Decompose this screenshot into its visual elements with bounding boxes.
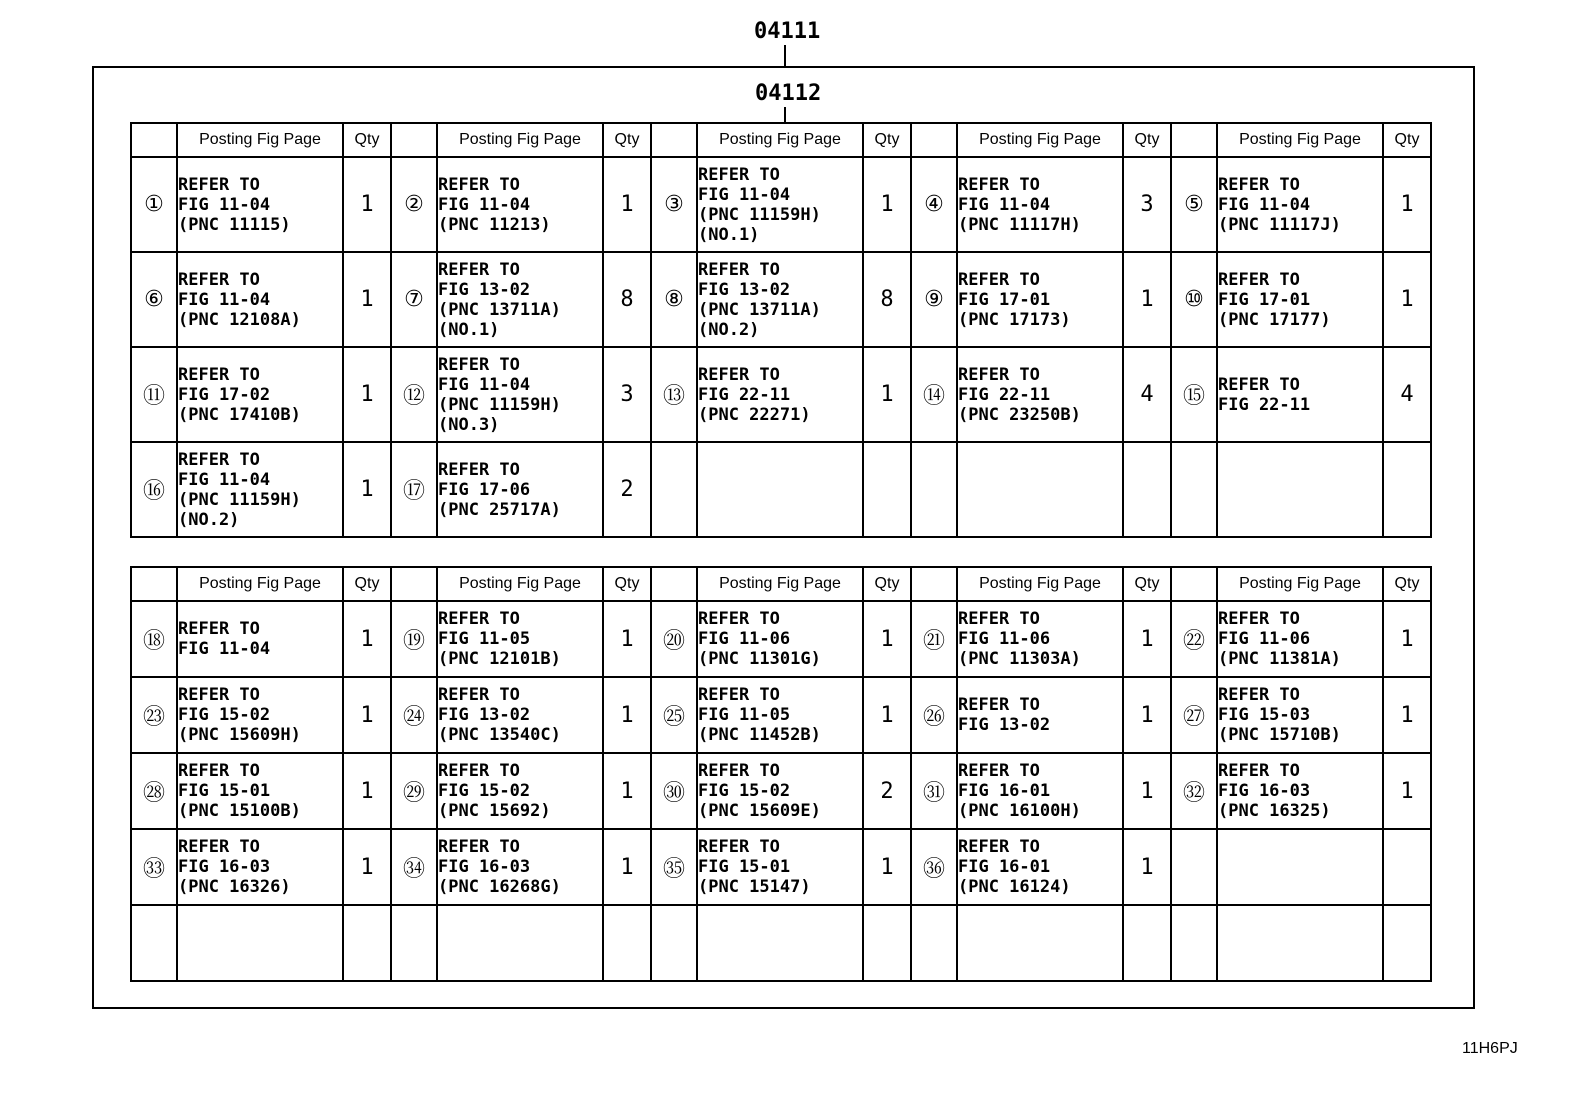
reference-line: FIG 17-01 [958, 289, 1051, 310]
header-qty: Qty [1123, 567, 1171, 601]
reference-line: (NO.3) [438, 414, 500, 435]
table-header-row [131, 567, 1431, 601]
quantity: 2 [603, 442, 651, 537]
quantity: 1 [343, 252, 391, 347]
callout-number: ⑲ [391, 601, 437, 677]
callout-number [1171, 829, 1217, 905]
reference-line: REFER TO [178, 619, 260, 639]
reference-line: REFER TO [698, 761, 780, 781]
reference-line: FIG 11-06 [958, 629, 1051, 649]
reference-line: REFER TO [438, 609, 520, 629]
reference-line: FIG 11-04 [438, 374, 531, 395]
quantity: 1 [1383, 252, 1431, 347]
reference-line: (PNC 11213) [438, 214, 551, 235]
posting-fig-reference [437, 157, 603, 252]
reference-table-lower [130, 566, 1432, 982]
quantity: 1 [603, 677, 651, 753]
reference-line: FIG 17-06 [438, 479, 531, 500]
callout-number: ⑤ [1171, 157, 1217, 252]
reference-line: REFER TO [178, 364, 260, 385]
reference-line: FIG 13-02 [438, 279, 531, 300]
reference-line: (PNC 17410B) [178, 404, 301, 425]
reference-line: REFER TO [438, 761, 520, 781]
reference-line: FIG 11-04 [178, 469, 271, 490]
reference-line: FIG 11-04 [958, 194, 1051, 215]
callout-number: ㉖ [911, 677, 957, 753]
reference-line: REFER TO [958, 174, 1040, 195]
quantity [1383, 442, 1431, 537]
callout-number [1171, 905, 1217, 981]
reference-line: FIG 16-01 [958, 857, 1051, 877]
reference-line: FIG 22-11 [1218, 394, 1311, 415]
reference-line: (PNC 15609E) [698, 801, 821, 821]
callout-number [131, 905, 177, 981]
header-number-cell [131, 567, 177, 601]
quantity: 3 [603, 347, 651, 442]
reference-line: (PNC 15710B) [1218, 725, 1341, 745]
reference-line: (PNC 11159H) [698, 204, 821, 225]
reference-line: FIG 16-03 [1218, 781, 1311, 801]
posting-fig-reference [1217, 347, 1383, 442]
reference-line: REFER TO [698, 259, 780, 280]
quantity: 1 [1123, 601, 1171, 677]
reference-line: (PNC 11452B) [698, 725, 821, 745]
reference-line: FIG 11-04 [178, 194, 271, 215]
quantity: 1 [863, 601, 911, 677]
reference-line: FIG 16-01 [958, 781, 1051, 801]
reference-line: REFER TO [1218, 685, 1300, 705]
posting-fig-reference [177, 829, 343, 905]
assembly-leader-line [784, 45, 786, 66]
posting-fig-reference [437, 677, 603, 753]
reference-line: REFER TO [1218, 761, 1300, 781]
callout-number: ⑥ [131, 252, 177, 347]
reference-line: FIG 13-02 [438, 705, 531, 725]
reference-line: (PNC 11303A) [958, 649, 1081, 669]
reference-line: FIG 15-02 [438, 781, 531, 801]
quantity: 1 [1123, 829, 1171, 905]
quantity [863, 442, 911, 537]
header-number-cell [391, 123, 437, 157]
posting-fig-reference [957, 601, 1123, 677]
header-qty: Qty [343, 567, 391, 601]
posting-fig-reference [697, 905, 863, 981]
reference-line: REFER TO [698, 609, 780, 629]
callout-number: ⑯ [131, 442, 177, 537]
reference-line: (PNC 23250B) [958, 404, 1081, 425]
reference-line: FIG 17-01 [1218, 289, 1311, 310]
reference-line: REFER TO [698, 837, 780, 857]
posting-fig-reference [177, 252, 343, 347]
posting-fig-reference [697, 753, 863, 829]
reference-line: (NO.1) [698, 224, 760, 245]
callout-number: ㉝ [131, 829, 177, 905]
callout-number: ㉑ [911, 601, 957, 677]
posting-fig-reference [957, 753, 1123, 829]
header-qty: Qty [863, 567, 911, 601]
quantity [603, 905, 651, 981]
reference-line: REFER TO [438, 459, 520, 480]
callout-number: ⑳ [651, 601, 697, 677]
posting-fig-reference [177, 157, 343, 252]
posting-fig-reference [437, 829, 603, 905]
reference-line: FIG 11-05 [438, 629, 531, 649]
footer-code: 11H6PJ [1462, 1040, 1518, 1057]
reference-line: REFER TO [958, 761, 1040, 781]
header-number-cell [651, 123, 697, 157]
callout-number: ⑦ [391, 252, 437, 347]
reference-line: (NO.2) [698, 319, 760, 340]
reference-line: FIG 11-04 [178, 289, 271, 310]
reference-line: REFER TO [178, 761, 260, 781]
callout-number: ⑬ [651, 347, 697, 442]
quantity [1383, 829, 1431, 905]
reference-line: REFER TO [438, 685, 520, 705]
reference-line: (PNC 13540C) [438, 725, 561, 745]
header-qty: Qty [1383, 567, 1431, 601]
reference-line: (NO.2) [178, 509, 240, 530]
reference-line: FIG 15-02 [698, 781, 791, 801]
quantity: 1 [603, 753, 651, 829]
quantity: 1 [863, 347, 911, 442]
quantity: 1 [1123, 677, 1171, 753]
posting-fig-reference [1217, 442, 1383, 537]
reference-line: REFER TO [178, 837, 260, 857]
posting-fig-reference [957, 252, 1123, 347]
callout-number [911, 905, 957, 981]
callout-number [1171, 442, 1217, 537]
header-posting-fig-page: Posting Fig Page [177, 123, 343, 157]
reference-line: FIG 15-01 [178, 781, 271, 801]
posting-fig-reference [177, 601, 343, 677]
reference-line: REFER TO [958, 609, 1040, 629]
reference-line: REFER TO [958, 269, 1040, 290]
callout-number: ⑩ [1171, 252, 1217, 347]
reference-line: (PNC 15692) [438, 801, 551, 821]
callout-number: ㉟ [651, 829, 697, 905]
posting-fig-reference [1217, 252, 1383, 347]
reference-line: FIG 22-11 [958, 384, 1051, 405]
header-posting-fig-page: Posting Fig Page [697, 123, 863, 157]
reference-line: (NO.1) [438, 319, 500, 340]
header-qty: Qty [603, 567, 651, 601]
header-number-cell [911, 567, 957, 601]
reference-line: REFER TO [178, 685, 260, 705]
reference-line: REFER TO [438, 837, 520, 857]
reference-line: (PNC 16100H) [958, 801, 1081, 821]
posting-fig-reference [437, 753, 603, 829]
posting-fig-reference [177, 753, 343, 829]
quantity: 2 [863, 753, 911, 829]
reference-line: REFER TO [958, 364, 1040, 385]
reference-line: FIG 15-02 [178, 705, 271, 725]
header-posting-fig-page: Posting Fig Page [177, 567, 343, 601]
reference-line: REFER TO [1218, 269, 1300, 290]
reference-line: REFER TO [1218, 609, 1300, 629]
reference-line: FIG 11-06 [1218, 629, 1311, 649]
callout-number: ⑨ [911, 252, 957, 347]
quantity: 1 [1123, 753, 1171, 829]
assembly-code: 04111 [754, 19, 821, 44]
quantity: 1 [343, 753, 391, 829]
reference-line: REFER TO [1218, 174, 1300, 195]
callout-number: ㉓ [131, 677, 177, 753]
posting-fig-reference [957, 829, 1123, 905]
table-header-row [131, 123, 1431, 157]
reference-line: REFER TO [698, 164, 780, 185]
callout-number [391, 905, 437, 981]
header-qty: Qty [343, 123, 391, 157]
posting-fig-reference [1217, 905, 1383, 981]
posting-fig-reference [697, 252, 863, 347]
reference-line: (PNC 13711A) [698, 299, 821, 320]
reference-line: FIG 11-04 [1218, 194, 1311, 215]
table-row [131, 157, 1431, 252]
posting-fig-reference [437, 252, 603, 347]
quantity: 4 [1383, 347, 1431, 442]
posting-fig-reference [697, 677, 863, 753]
quantity [343, 905, 391, 981]
reference-line: (PNC 11301G) [698, 649, 821, 669]
callout-number: ㉔ [391, 677, 437, 753]
posting-fig-reference [1217, 829, 1383, 905]
quantity: 1 [603, 157, 651, 252]
reference-line: REFER TO [958, 695, 1040, 715]
reference-line: (PNC 11117J) [1218, 214, 1341, 235]
callout-number: ㉒ [1171, 601, 1217, 677]
quantity: 1 [863, 157, 911, 252]
reference-line: REFER TO [438, 354, 520, 375]
posting-fig-reference [1217, 601, 1383, 677]
table-row [131, 677, 1431, 753]
callout-number: ④ [911, 157, 957, 252]
posting-fig-reference [957, 157, 1123, 252]
quantity: 1 [1383, 157, 1431, 252]
reference-line: REFER TO [958, 837, 1040, 857]
reference-line: (PNC 15147) [698, 877, 811, 897]
reference-line: FIG 15-03 [1218, 705, 1311, 725]
reference-line: REFER TO [178, 449, 260, 470]
header-posting-fig-page: Posting Fig Page [957, 567, 1123, 601]
quantity [863, 905, 911, 981]
posting-fig-reference [697, 347, 863, 442]
posting-fig-reference [697, 157, 863, 252]
quantity: 1 [343, 157, 391, 252]
callout-number [651, 442, 697, 537]
table-row [131, 601, 1431, 677]
reference-line: REFER TO [438, 259, 520, 280]
reference-line: FIG 11-04 [438, 194, 531, 215]
posting-fig-reference [957, 347, 1123, 442]
reference-line: FIG 13-02 [958, 715, 1051, 735]
quantity: 1 [603, 601, 651, 677]
reference-line: FIG 11-04 [698, 184, 791, 205]
callout-number: ㉗ [1171, 677, 1217, 753]
quantity: 1 [1383, 753, 1431, 829]
reference-line: FIG 13-02 [698, 279, 791, 300]
posting-fig-reference [697, 442, 863, 537]
posting-fig-reference [437, 601, 603, 677]
reference-line: REFER TO [178, 174, 260, 195]
posting-fig-reference [957, 677, 1123, 753]
reference-line: (PNC 11159H) [178, 489, 301, 510]
subassembly-code: 04112 [755, 81, 822, 106]
callout-number: ② [391, 157, 437, 252]
callout-number: ㉞ [391, 829, 437, 905]
header-qty: Qty [603, 123, 651, 157]
quantity: 1 [343, 677, 391, 753]
quantity [1123, 905, 1171, 981]
quantity [1123, 442, 1171, 537]
quantity: 1 [343, 829, 391, 905]
posting-fig-reference [177, 347, 343, 442]
reference-line: FIG 16-03 [438, 857, 531, 877]
callout-number: ㊱ [911, 829, 957, 905]
posting-fig-reference [957, 442, 1123, 537]
header-qty: Qty [1383, 123, 1431, 157]
callout-number: ⑫ [391, 347, 437, 442]
header-posting-fig-page: Posting Fig Page [1217, 123, 1383, 157]
callout-number: ⑭ [911, 347, 957, 442]
quantity: 1 [1123, 252, 1171, 347]
posting-fig-reference [437, 347, 603, 442]
reference-line: FIG 16-03 [178, 857, 271, 877]
table-row [131, 442, 1431, 537]
reference-line: REFER TO [438, 174, 520, 195]
posting-fig-reference [177, 905, 343, 981]
reference-line: (PNC 11117H) [958, 214, 1081, 235]
callout-number: ㉙ [391, 753, 437, 829]
reference-line: (PNC 15100B) [178, 801, 301, 821]
reference-line: (PNC 17177) [1218, 309, 1331, 330]
reference-line: FIG 11-04 [178, 639, 271, 659]
posting-fig-reference [437, 905, 603, 981]
reference-line: REFER TO [178, 269, 260, 290]
reference-line: (PNC 16124) [958, 877, 1071, 897]
reference-line: (PNC 15609H) [178, 725, 301, 745]
reference-line: (PNC 11159H) [438, 394, 561, 415]
callout-number: ㉘ [131, 753, 177, 829]
table-row [131, 829, 1431, 905]
reference-line: (PNC 11115) [178, 214, 291, 235]
table-row [131, 753, 1431, 829]
reference-line: (PNC 13711A) [438, 299, 561, 320]
table-row [131, 905, 1431, 981]
header-posting-fig-page: Posting Fig Page [1217, 567, 1383, 601]
header-posting-fig-page: Posting Fig Page [957, 123, 1123, 157]
reference-line: (PNC 12101B) [438, 649, 561, 669]
callout-number: ⑱ [131, 601, 177, 677]
reference-line: (PNC 16326) [178, 877, 291, 897]
header-posting-fig-page: Posting Fig Page [697, 567, 863, 601]
quantity: 8 [863, 252, 911, 347]
reference-line: FIG 17-02 [178, 384, 271, 405]
quantity: 1 [343, 347, 391, 442]
header-number-cell [911, 123, 957, 157]
reference-line: (PNC 22271) [698, 404, 811, 425]
quantity: 1 [1383, 677, 1431, 753]
quantity: 1 [863, 829, 911, 905]
posting-fig-reference [697, 601, 863, 677]
reference-line: (PNC 11381A) [1218, 649, 1341, 669]
quantity: 1 [603, 829, 651, 905]
quantity: 8 [603, 252, 651, 347]
header-number-cell [651, 567, 697, 601]
table-row [131, 252, 1431, 347]
reference-line: (PNC 12108A) [178, 309, 301, 330]
posting-fig-reference [1217, 753, 1383, 829]
reference-line: FIG 11-06 [698, 629, 791, 649]
posting-fig-reference [177, 677, 343, 753]
reference-line: (PNC 16325) [1218, 801, 1331, 821]
callout-number [911, 442, 957, 537]
callout-number: ① [131, 157, 177, 252]
posting-fig-reference [1217, 157, 1383, 252]
callout-number: ㉜ [1171, 753, 1217, 829]
posting-fig-reference [437, 442, 603, 537]
quantity: 1 [863, 677, 911, 753]
callout-number: ㉛ [911, 753, 957, 829]
reference-line: REFER TO [1218, 374, 1300, 395]
quantity [1383, 905, 1431, 981]
quantity: 1 [343, 442, 391, 537]
reference-line: FIG 11-05 [698, 705, 791, 725]
quantity: 4 [1123, 347, 1171, 442]
callout-number [651, 905, 697, 981]
header-posting-fig-page: Posting Fig Page [437, 123, 603, 157]
posting-fig-reference [177, 442, 343, 537]
reference-line: FIG 15-01 [698, 857, 791, 877]
callout-number: ⑪ [131, 347, 177, 442]
reference-line: FIG 22-11 [698, 384, 791, 405]
posting-fig-reference [957, 905, 1123, 981]
quantity: 1 [343, 601, 391, 677]
header-number-cell [1171, 567, 1217, 601]
callout-number: ⑰ [391, 442, 437, 537]
quantity: 3 [1123, 157, 1171, 252]
reference-line: (PNC 25717A) [438, 499, 561, 520]
callout-number: ㉚ [651, 753, 697, 829]
callout-number: ⑧ [651, 252, 697, 347]
header-qty: Qty [863, 123, 911, 157]
reference-line: (PNC 17173) [958, 309, 1071, 330]
reference-line: REFER TO [698, 364, 780, 385]
posting-fig-reference [1217, 677, 1383, 753]
header-qty: Qty [1123, 123, 1171, 157]
header-number-cell [1171, 123, 1217, 157]
callout-number: ㉕ [651, 677, 697, 753]
header-number-cell [131, 123, 177, 157]
header-number-cell [391, 567, 437, 601]
table-row [131, 347, 1431, 442]
posting-fig-reference [697, 829, 863, 905]
reference-table-upper [130, 122, 1432, 538]
callout-number: ⑮ [1171, 347, 1217, 442]
header-posting-fig-page: Posting Fig Page [437, 567, 603, 601]
reference-line: REFER TO [698, 685, 780, 705]
quantity: 1 [1383, 601, 1431, 677]
reference-line: (PNC 16268G) [438, 877, 561, 897]
callout-number: ③ [651, 157, 697, 252]
